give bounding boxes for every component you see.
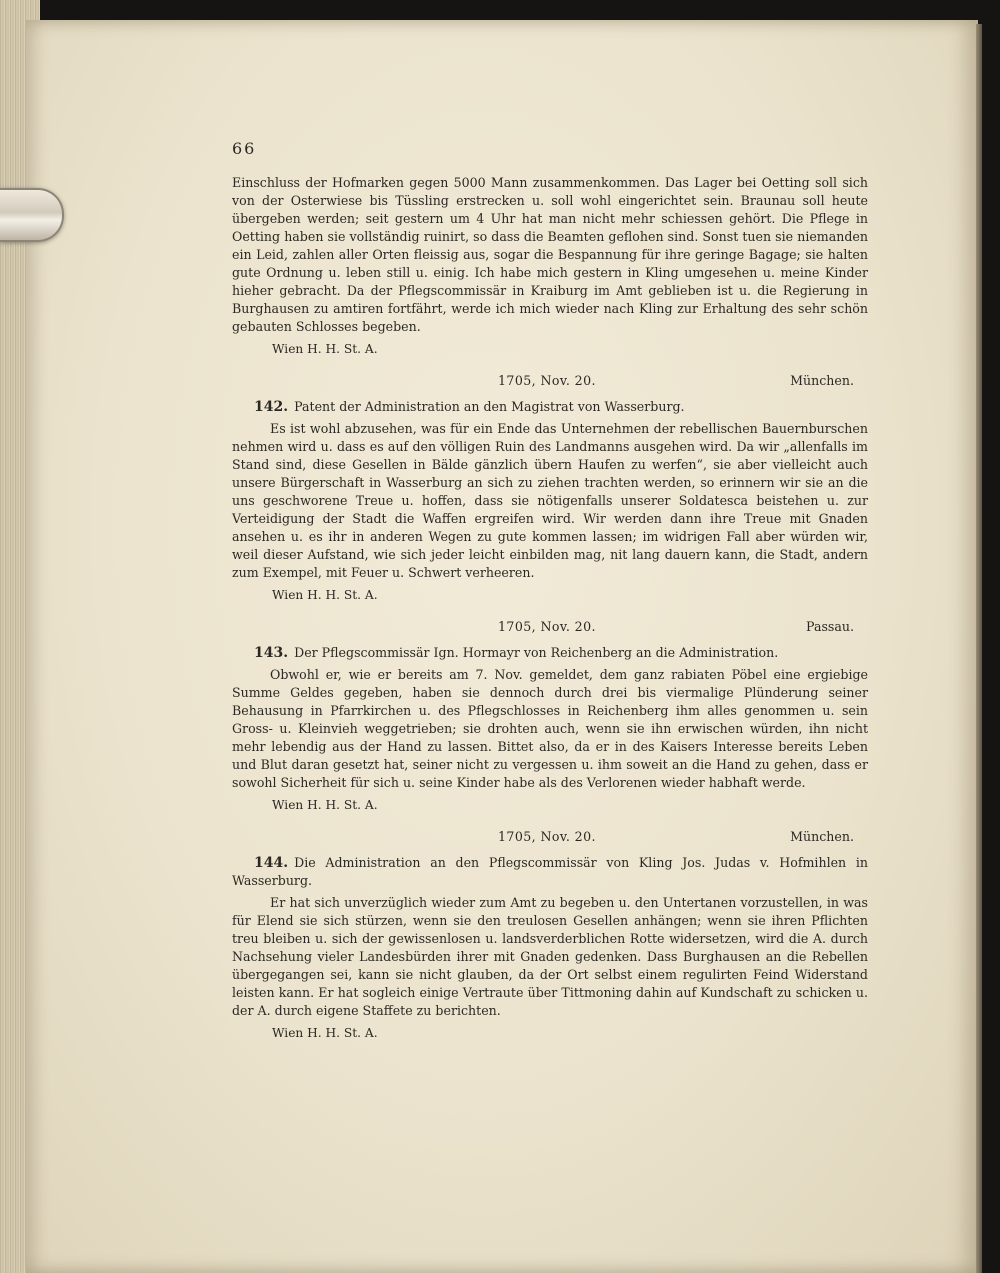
- entry-source: Wien H. H. St. A.: [272, 1026, 378, 1040]
- entry-dateline: [232, 618, 868, 638]
- entry-body: Obwohl er, wie er bereits am 7. Nov. gemeldet, dem ganz rabiaten Pöbel eine ergiebige Summe Geldes gegeben, haben sie dennoch durch drei bis viermalige Plünderung seiner Behausung in Pfarrkirchen u. des Pflegschlosses in Reichenberg ihm alles genommen u. sein Gross- u. Kleinvieh weggetrieben; sie drohten auch, wenn sie ihn erwischen würden, ihn nicht mehr lebendig aus der Hand zu lassen. Bittet also, da er in des Kaisers Interesse bereits Leben und Blut daran gesetzt hat, seiner nicht zu vergessen u. ihm soweit an die Hand zu gehen, dass er sowohl Sicherheit für sich u. seine Kinder habe als des Verlorenen wieder habhaft werde.: [232, 667, 868, 790]
- entry-142: [232, 372, 868, 604]
- entry-dateline: [232, 828, 868, 848]
- entry-date: 1705, Nov. 20.: [498, 373, 596, 388]
- entry-number: 142.: [254, 399, 289, 415]
- entry-place: München.: [790, 373, 854, 388]
- entry-source: Wien H. H. St. A.: [272, 588, 378, 602]
- entry-place: München.: [790, 829, 854, 844]
- entry-144: [232, 828, 868, 1042]
- entry-title: Patent der Administration an den Magistrat von Wasserburg.: [294, 399, 685, 414]
- entry-heading: [232, 644, 868, 662]
- entry-date: 1705, Nov. 20.: [498, 619, 596, 634]
- page-number: 66: [232, 139, 257, 158]
- entry-date: 1705, Nov. 20.: [498, 829, 596, 844]
- entry-body: Es ist wohl abzusehen, was für ein Ende das Unternehmen der rebellischen Bauernburschen nehmen wird u. dass es auf den völligen Ruin des Landmanns ausgehen wird. Da wir „allenfalls im Stand sind, diese Gesellen in Bälde gänzlich übern Haufen zu werfen“, sie aber vielleicht auch unsere Bürgerschaft in Wasserburg an sich zu ziehen trachten werden, so erinnern wir sie an die uns geschworene Treue u. hoffen, dass sie nötigenfalls unserer Soldatesca beistehen u. zur Verteidigung der Stadt die Waffen ergreifen wird. Wir werden dann ihre Treue mit Gnaden ansehen u. es ihr in anderen Wegen zu gute kommen lassen; im widrigen Fall aber würden wir, weil dieser Aufstand, wie sich jeder leicht einbilden mag, nit lang dauern kann, die Stadt, andern zum Exempel, mit Feuer u. Schwert verheeren.: [232, 421, 868, 580]
- entry-title: Der Pflegscommissär Ign. Hormayr von Reichenberg an die Administration.: [294, 645, 779, 660]
- entry-number: 143.: [254, 645, 289, 661]
- entry-source: Wien H. H. St. A.: [272, 798, 378, 812]
- intro-source: Wien H. H. St. A.: [272, 342, 378, 356]
- paper-clip-icon: [0, 188, 64, 242]
- entry-143: [232, 618, 868, 814]
- page-right-edge: [976, 24, 982, 1273]
- entry-dateline: [232, 372, 868, 392]
- page-text: [232, 140, 868, 1056]
- intro-paragraph: Einschluss der Hofmarken gegen 5000 Mann zusammenkommen. Das Lager bei Oetting soll sich von der Osterwiese bis Tüssling erstrecken u. soll wohl eingerichtet sein. Braunau soll heute übergeben werden; seit gestern um 4 Uhr hat man nicht mehr schiessen gehört. Die Pflege in Oetting haben sie vollständig ruinirt, so dass die Beamten geflohen sind. Sonst tuen sie niemanden ein Leid, zahlen aller Orten fleissig aus, sogar die Bespannung für ihre geringe Bagage; sie halten gute Ordnung u. leben still u. einig. Ich habe mich gestern in Kling umgesehen u. meine Kinder hieher gebracht. Da der Pflegscommissär in Kraiburg im Amt geblieben ist u. die Regierung in Burghausen zu amtiren fortfährt, werde ich mich wieder nach Kling zur Erhaltung des sehr schön gebauten Schlosses begeben.: [232, 175, 868, 334]
- entry-heading: [232, 854, 868, 890]
- entry-body: Er hat sich unverzüglich wieder zum Amt zu begeben u. den Untertanen vorzustellen, in was für Elend sie sich stürzen, wenn sie den treulosen Gesellen anhängen; wenn sie ihren Pflichten treu bleiben u. sich der gewissenlosen u. landsverderblichen Rotte widersetzen, wird die A. durch Nachsehung vieler Landesbürden ihrer mit Gnaden gedenken. Dass Burghausen an die Rebellen übergegangen sei, kann sie nicht glauben, da der Ort selbst einem regulirten Feind Widerstand leisten kann. Er hat sogleich einige Vertraute über Tittmoning dahin auf Kundschaft zu schicken u. der A. durch eigene Staffete zu berichten.: [232, 895, 868, 1018]
- entry-place: Passau.: [806, 619, 854, 634]
- entry-number: 144.: [254, 855, 289, 871]
- entry-heading: [232, 398, 868, 416]
- entry-title: Die Administration an den Pflegscommissär von Kling Jos. Judas v. Hofmihlen in Wasserburg.: [232, 855, 868, 888]
